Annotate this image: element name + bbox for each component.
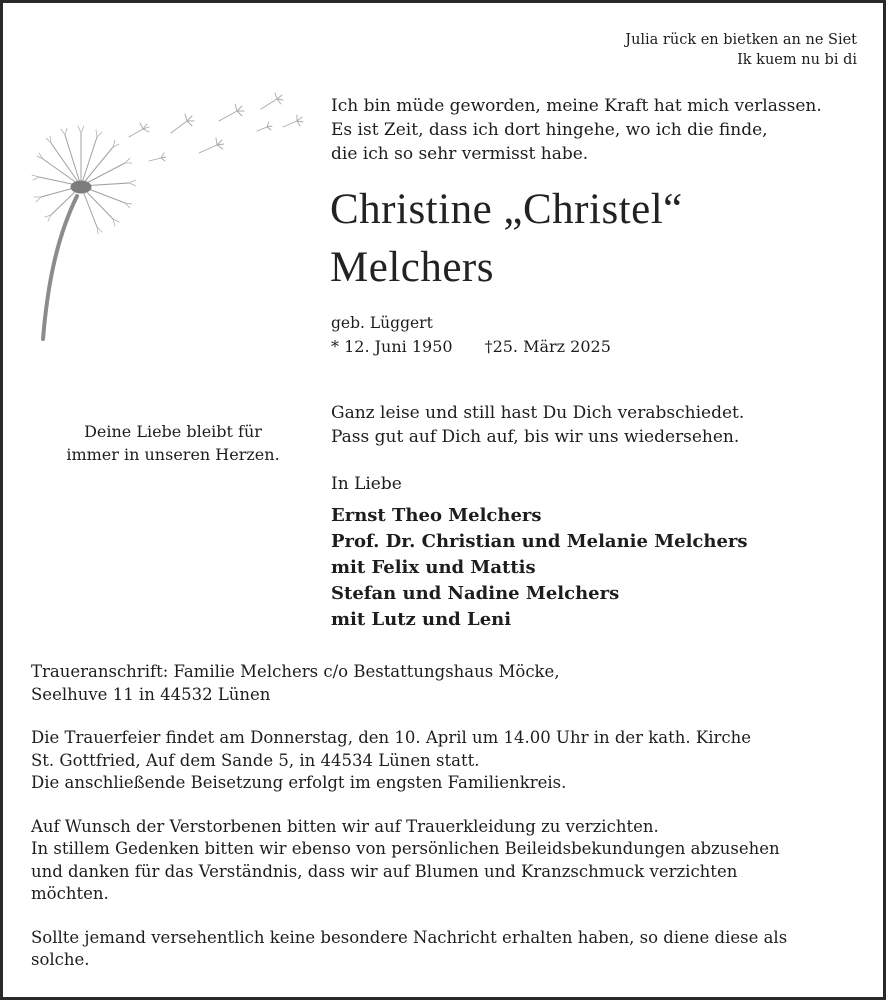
dandelion-icon — [21, 91, 321, 351]
family-member: Ernst Theo Melchers — [331, 505, 542, 526]
burial-line: Die anschließende Beisetzung erfolgt im engsten Familienkreis. — [31, 773, 567, 792]
notice-line-2: solche. — [31, 950, 90, 969]
ceremony-line-1: Die Trauerfeier findet am Donnerstag, den 10. April um 14.00 Uhr in der kath. Kirche — [31, 728, 752, 747]
quote-line-2: Es ist Zeit, dass ich dort hingehe, wo ich die finde, — [331, 120, 768, 140]
love-note — [33, 420, 313, 466]
in-love-label: In Liebe — [331, 474, 402, 494]
birth-date: * 12. Juni 1950 — [331, 337, 453, 356]
farewell-line-2: Pass gut auf Dich auf, bis wir uns wiedersehen. — [331, 427, 740, 447]
address-line-2: Seelhuve 11 in 44532 Lünen — [31, 684, 271, 704]
wish-line-1: Auf Wunsch der Verstorbenen bitten wir auf Trauerkleidung zu verzichten. — [31, 816, 659, 836]
quote — [331, 94, 822, 166]
address-line-1: Traueranschrift: Familie Melchers c/o Bestattungshaus Möcke, — [31, 662, 560, 681]
love-note-line-1: Deine Liebe bleibt für — [84, 422, 262, 441]
quote-line-1: Ich bin müde geworden, meine Kraft hat mich verlassen. — [331, 96, 822, 116]
deceased-name — [330, 181, 683, 297]
life-dates — [331, 335, 611, 359]
wish-line-4: möchten. — [31, 884, 109, 903]
deceased-name-line-1: Christine „Christel“ — [330, 186, 683, 233]
maiden-name: geb. Lüggert — [331, 314, 433, 332]
family-member: Prof. Dr. Christian und Melanie Melchers — [331, 531, 748, 552]
funeral-info — [31, 661, 865, 972]
family-member: mit Lutz und Leni — [331, 609, 512, 630]
family-member: Stefan und Nadine Melchers — [331, 583, 620, 604]
wish-line-3: und danken für das Verständnis, dass wir auf Blumen und Kranzschmuck verzichten — [31, 861, 738, 881]
motto — [625, 30, 857, 70]
ceremony-line-2: St. Gottfried, Auf dem Sande 5, in 44534 Lünen statt. — [31, 750, 480, 770]
motto-line-2: Ik kuem nu bi di — [737, 52, 857, 68]
farewell-verse — [331, 401, 744, 449]
motto-line-1: Julia rück en bietken an ne Siet — [625, 32, 857, 48]
family-member: mit Felix und Mattis — [331, 557, 536, 578]
farewell-line-1: Ganz leise und still hast Du Dich verabschiedet. — [331, 403, 745, 423]
family-list — [331, 503, 748, 633]
death-date: †25. März 2025 — [484, 337, 611, 356]
love-note-line-2: immer in unseren Herzen. — [66, 445, 280, 464]
wish-line-2: In stillem Gedenken bitten wir ebenso von persönlichen Beileidsbekundungen abzusehen — [31, 839, 780, 858]
notice-line-1: Sollte jemand versehentlich keine besondere Nachricht erhalten haben, so diene diese als — [31, 927, 788, 947]
quote-line-3: die ich so sehr vermisst habe. — [331, 144, 589, 164]
deceased-name-line-2: Melchers — [330, 244, 494, 291]
